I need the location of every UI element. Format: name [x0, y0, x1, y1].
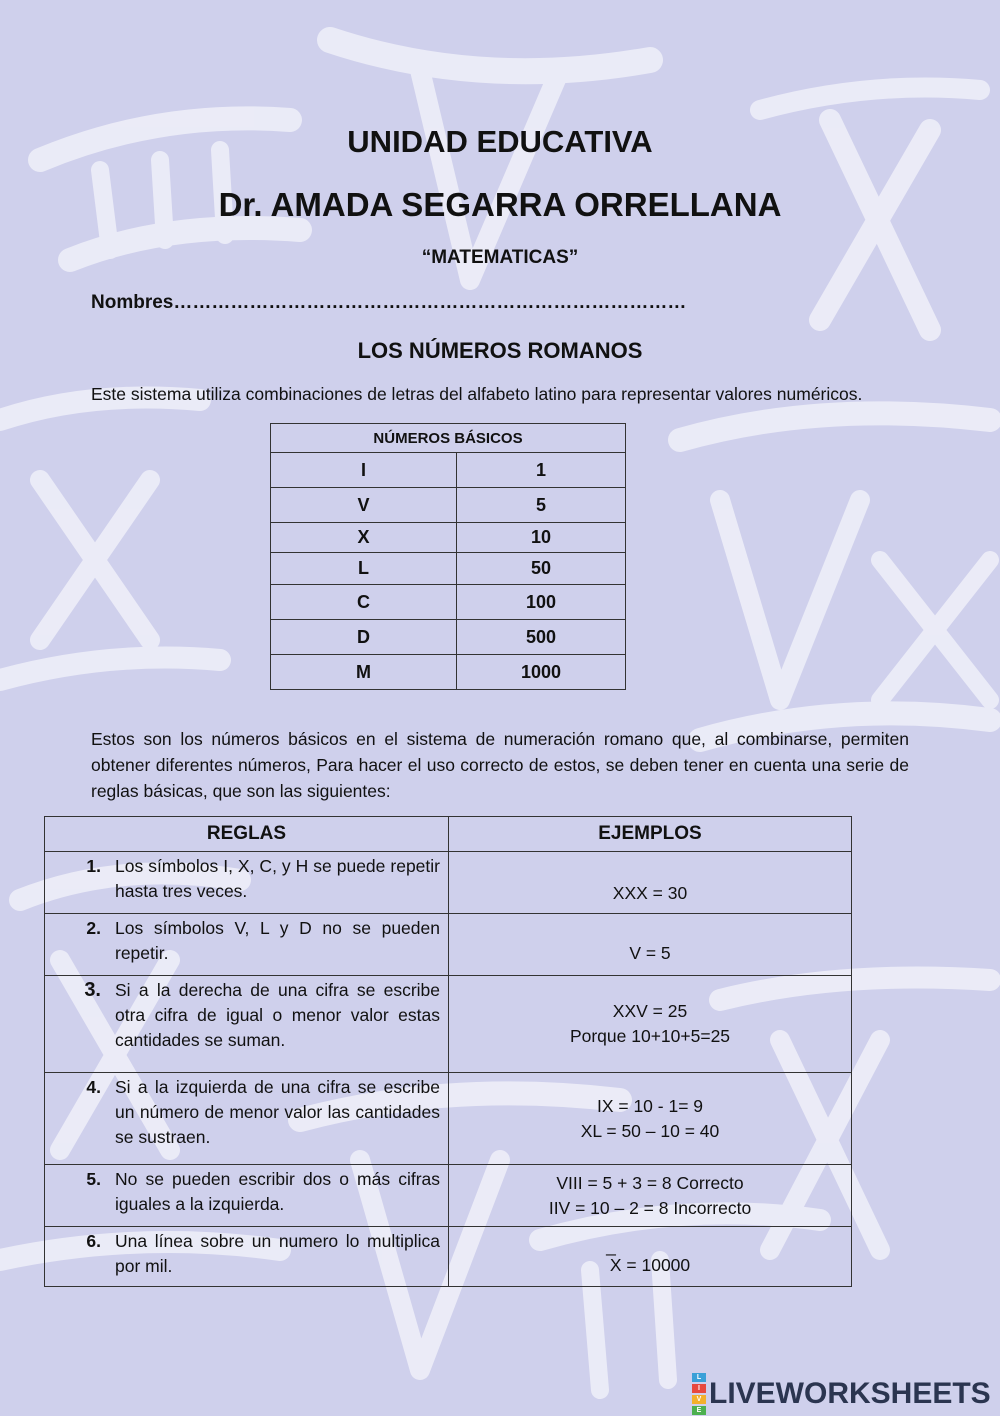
basic-numbers-table	[270, 423, 626, 690]
arabic-value: 100	[457, 585, 626, 620]
table-row	[271, 553, 626, 585]
arabic-value: 500	[457, 620, 626, 655]
rule-text: Una línea sobre un numero lo multiplica por mil.	[115, 1231, 440, 1276]
rules-table	[44, 816, 852, 1287]
rule-number: 6.	[86, 1231, 101, 1251]
table-row	[45, 976, 852, 1073]
roman-symbol: M	[271, 655, 457, 690]
school-name-line1: UNIDAD EDUCATIVA	[347, 124, 653, 159]
logo-letter: E	[692, 1406, 706, 1415]
rule-text: Si a la derecha de una cifra se escribe otra cifra de igual o menor valor estas cantidades se suman.	[115, 980, 440, 1050]
rules-column-header: REGLAS	[45, 817, 449, 852]
table-row	[271, 655, 626, 690]
rule-text: No se pueden escribir dos o más cifras iguales a la izquierda.	[115, 1169, 440, 1214]
table-row	[271, 523, 626, 553]
roman-symbol: D	[271, 620, 457, 655]
arabic-value: 5	[457, 488, 626, 523]
example-line: VIII = 5 + 3 = 8 Correcto	[556, 1172, 744, 1193]
example-line: IX = 10 - 1= 9	[596, 1095, 704, 1116]
rule-number: 3.	[84, 979, 101, 1001]
rule-number: 5.	[86, 1169, 101, 1189]
liveworksheets-logo[interactable]	[692, 1372, 991, 1416]
rule-number: 1.	[86, 856, 101, 876]
example-line: Porque 10+10+5=25	[569, 1026, 731, 1046]
rule-number: 2.	[86, 918, 101, 938]
example-line: V = 5	[629, 943, 671, 963]
example-line: IIV = 10 – 2 = 8 Incorrecto	[548, 1197, 752, 1218]
arabic-value: 50	[457, 553, 626, 585]
explanation-paragraph: Estos son los números básicos en el sistema de numeración romano que, al combinarse, permiten obtener diferentes números, Para hacer el uso correcto de estos, se deben tener en cuenta una serie de reglas básicas, que son las siguientes:	[91, 729, 909, 801]
example-line: XL = 50 – 10 = 40	[580, 1120, 720, 1141]
logo-letter: I	[692, 1384, 706, 1393]
roman-symbol: C	[271, 585, 457, 620]
logo-letter: L	[692, 1373, 706, 1382]
arabic-value: 1000	[457, 655, 626, 690]
liveworksheets-brand-text: LIVEWORKSHEETS	[709, 1377, 991, 1410]
rule-number: 4.	[86, 1077, 101, 1097]
rule-text: Si a la izquierda de una cifra se escribe un número de menor valor las cantidades se sustraen.	[115, 1077, 440, 1147]
roman-symbol: X	[271, 523, 457, 553]
logo-letter: V	[692, 1395, 706, 1404]
table-row	[45, 1227, 852, 1287]
example-line: XXX = 30	[612, 883, 688, 903]
example-line: XXV = 25	[612, 1001, 688, 1021]
roman-symbol: V	[271, 488, 457, 523]
basic-table-header: NÚMEROS BÁSICOS	[271, 424, 626, 453]
overline-mark: _	[606, 1235, 616, 1256]
topic-title: LOS NÚMEROS ROMANOS	[357, 338, 643, 363]
table-row	[271, 488, 626, 523]
rule-text: Los símbolos I, X, C, y H se puede repetir hasta tres veces.	[115, 856, 440, 901]
arabic-value: 10	[457, 523, 626, 553]
liveworksheets-logo-icon	[692, 1372, 706, 1416]
table-row	[271, 620, 626, 655]
name-field[interactable]: Nombres………………………………………………………………………	[91, 292, 687, 313]
table-row	[271, 453, 626, 488]
table-row	[45, 1073, 852, 1165]
table-row	[45, 914, 852, 976]
school-name-line2: Dr. AMADA SEGARRA ORRELLANA	[218, 186, 782, 223]
rule-text: Los símbolos V, L y D no se pueden repetir.	[115, 918, 440, 963]
roman-symbol: I	[271, 453, 457, 488]
table-row	[45, 852, 852, 914]
table-row	[45, 1165, 852, 1227]
roman-symbol: L	[271, 553, 457, 585]
examples-column-header: EJEMPLOS	[449, 817, 852, 852]
arabic-value: 1	[457, 453, 626, 488]
subject-title: “MATEMATICAS”	[421, 247, 579, 268]
example-line: X = 10000	[609, 1254, 691, 1275]
topic-intro: Este sistema utiliza combinaciones de letras del alfabeto latino para representar valores numéricos.	[91, 384, 863, 404]
table-row	[271, 585, 626, 620]
